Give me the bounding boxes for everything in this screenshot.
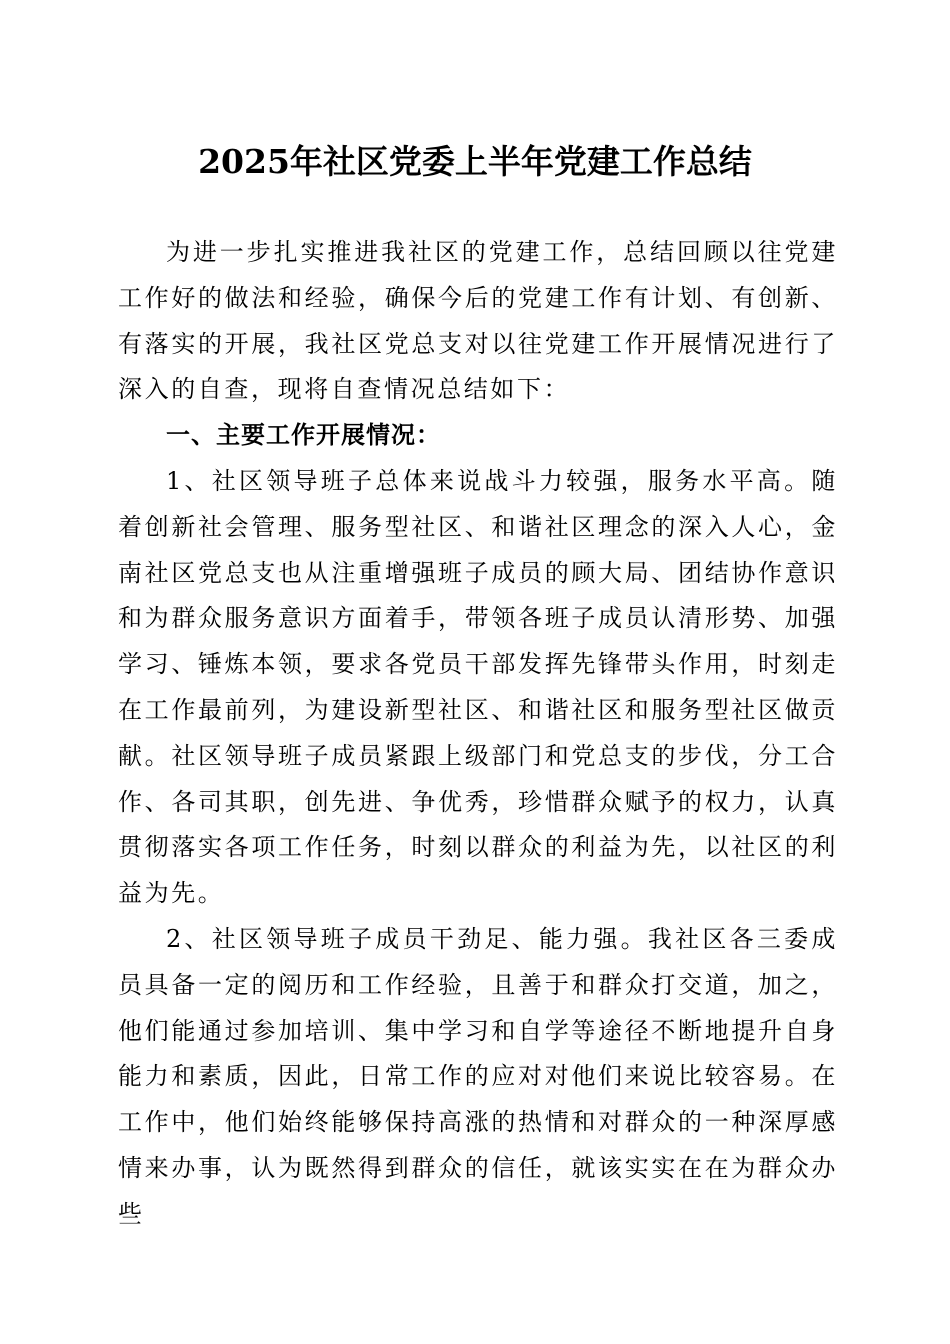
paragraph-2: 2、社区领导班子成员干劲足、能力强。我社区各三委成员具备一定的阅历和工作经验，且善于和群众打交道，加之，他们能通过参加培训、集中学习和自学等途径不断地提升自身能力和素质，因此，日常工作的应对对他们来说比较容易。在工作中，他们始终能够保持高涨的热情和对群众的一种深厚感情来办事，认为既然得到群众的信任，就该实实在在为群众办些 bbox=[118, 924, 838, 1228]
section-heading: 一、主要工作开展情况： bbox=[166, 421, 441, 450]
intro-paragraph: 为进一步扎实推进我社区的党建工作，总结回顾以往党建工作好的做法和经验，确保今后的党建工作有计划、有创新、有落实的开展，我社区党总支对以往党建工作开展情况进行了深入的自查，现将自查情况总结如下： bbox=[118, 238, 838, 404]
document-title: 2025年社区党委上半年党建工作总结 bbox=[198, 142, 752, 181]
paragraph-1: 1、社区领导班子总体来说战斗力较强，服务水平高。随着创新社会管理、服务型社区、和谐社区理念的深入人心，金南社区党总支也从注重增强班子成员的顾大局、团结协作意识和为群众服务意识方面着手，带领各班子成员认清形势、加强学习、锤炼本领，要求各党员干部发挥先锋带头作用，时刻走在工作最前列，为建设新型社区、和谐社区和服务型社区做贡献。社区领导班子成员紧跟上级部门和党总支的步伐，分工合作、各司其职，创先进、争优秀，珍惜群众赋予的权力，认真贯彻落实各项工作任务，时刻以群众的利益为先，以社区的利益为先。 bbox=[118, 466, 838, 908]
document-body bbox=[118, 230, 838, 1238]
